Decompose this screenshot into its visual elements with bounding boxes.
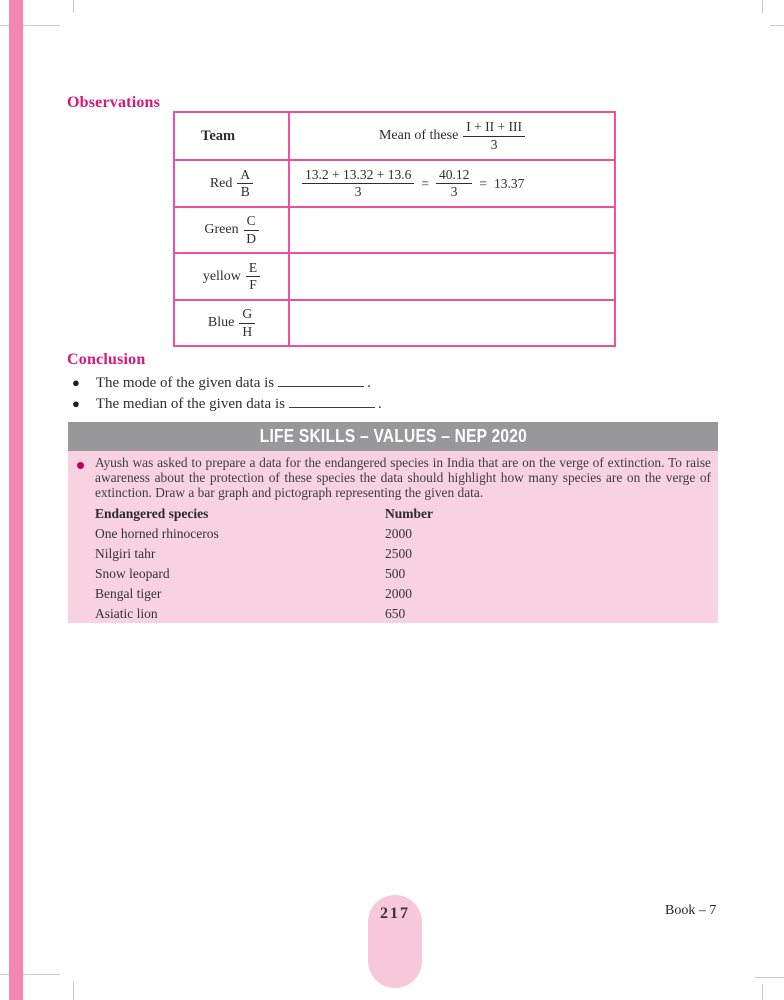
mean-header-fraction: $\frac{\text{I + II + III}}{3}$ xyxy=(463,120,525,151)
species-name: Bengal tiger xyxy=(95,586,162,601)
equals-sign: = xyxy=(479,175,487,191)
species-name: One horned rhinoceros xyxy=(95,526,219,541)
species-row xyxy=(95,564,433,584)
table-row-red xyxy=(174,160,615,207)
team-green-label: Green xyxy=(204,222,239,237)
team-red-label: Red xyxy=(209,175,233,191)
team-yellow-label: yellow xyxy=(202,268,241,284)
page-number-pill xyxy=(368,895,422,988)
species-count: 2000 xyxy=(385,586,412,601)
table-row-green xyxy=(174,207,615,253)
page-number: 217 xyxy=(380,905,410,922)
fill-in-blank xyxy=(289,394,375,408)
empty-answer-cell xyxy=(289,207,615,253)
crop-mark-top-right-h xyxy=(770,25,784,26)
conclusion-bullet-median: ● The median of the given data is . xyxy=(72,396,382,412)
book-label: Book – 7 xyxy=(665,903,717,918)
fill-in-blank xyxy=(278,373,364,387)
table-header-row xyxy=(174,112,615,160)
empty-answer-cell xyxy=(289,253,615,300)
life-skills-banner xyxy=(68,422,718,451)
life-skills-banner-title: LIFE SKILLS – VALUES – NEP 2020 xyxy=(259,426,527,446)
team-column-header: Team xyxy=(201,127,236,144)
observations-heading: Observations xyxy=(67,94,161,111)
crop-mark-bottom-left-v xyxy=(73,982,74,1000)
equals-sign: = xyxy=(421,175,429,191)
table-row-blue xyxy=(174,300,615,346)
species-name: Asiatic lion xyxy=(95,606,158,621)
bullet-icon: ● xyxy=(72,396,80,411)
conclusion-heading: Conclusion xyxy=(67,351,146,368)
bullet-icon: ● xyxy=(72,375,80,390)
species-row xyxy=(95,524,433,544)
team-green-fraction: $\frac{C}{D}$ xyxy=(244,214,259,245)
conclusion-bullet-mode: ● The mode of the given data is . xyxy=(72,375,371,391)
species-name: Snow leopard xyxy=(95,566,170,581)
crop-mark-top-left-v xyxy=(73,0,74,13)
species-row xyxy=(95,544,433,564)
mean-result: 13.37 xyxy=(493,175,525,191)
species-row xyxy=(95,584,433,604)
empty-answer-cell xyxy=(289,300,615,346)
side-margin-strip xyxy=(9,0,23,1000)
life-skills-activity-box xyxy=(68,451,718,623)
mode-statement: The mode of the given data is xyxy=(95,375,275,391)
crop-mark-top-right-v xyxy=(762,0,763,13)
team-red-fraction: $\frac{A}{B}$ xyxy=(237,168,253,199)
mean-header-text: Mean of these xyxy=(378,128,459,143)
crop-mark-bottom-right-v xyxy=(762,984,763,1000)
species-count: 500 xyxy=(385,566,406,581)
table-row-yellow xyxy=(174,253,615,300)
crop-mark-bottom-right-h xyxy=(755,977,784,978)
species-count: 2500 xyxy=(385,546,412,561)
observations-table xyxy=(173,111,616,347)
number-column-header: Number xyxy=(385,506,433,521)
red-mean-calculation xyxy=(290,168,614,199)
species-row xyxy=(95,604,433,624)
total-fraction: $\frac{40.12}{3}$ xyxy=(436,168,472,199)
magenta-bullet-icon xyxy=(77,462,84,469)
team-yellow-fraction: $\frac{E}{F}$ xyxy=(246,261,260,292)
team-blue-label: Blue xyxy=(207,315,235,330)
activity-paragraph: Ayush was asked to prepare a data for the endangered species in India that are on the verge of extinction. To raise awareness about the protection of these species the data should highlight how many species are on the verge of extinction. Draw a bar graph and pictograph representing the given data. xyxy=(95,455,711,500)
species-table-header xyxy=(95,504,433,524)
species-count: 650 xyxy=(385,606,406,621)
species-count: 2000 xyxy=(385,526,412,541)
median-statement: The median of the given data is xyxy=(95,396,285,412)
species-column-header: Endangered species xyxy=(95,506,209,521)
endangered-species-table xyxy=(95,504,433,624)
species-name: Nilgiri tahr xyxy=(95,546,156,561)
sum-fraction: $\frac{13.2 + 13.32 + 13.6}{3}$ xyxy=(302,168,414,199)
team-blue-fraction: $\frac{G}{H}$ xyxy=(239,307,255,338)
